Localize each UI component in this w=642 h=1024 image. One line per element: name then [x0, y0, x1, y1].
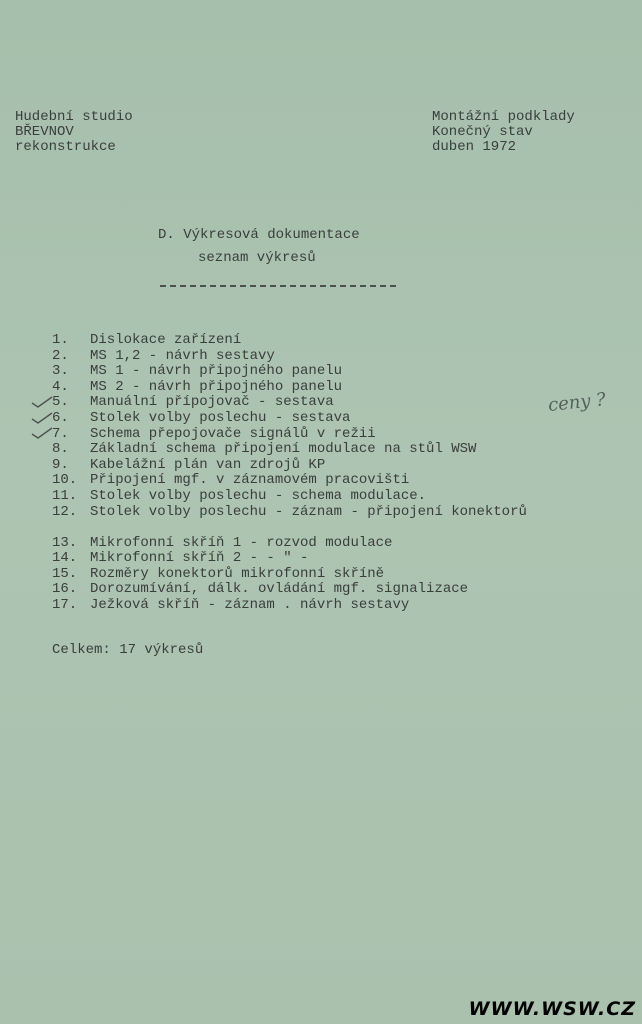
- list-item: [52, 349, 612, 365]
- item-text: Dorozumívání, dálk. ovládání mgf. signalizace: [90, 581, 469, 598]
- list-item: [52, 505, 612, 536]
- header-right-line-2: Konečný stav: [432, 124, 533, 140]
- item-number: 4.: [52, 378, 69, 395]
- item-number: 14.: [52, 550, 78, 567]
- list-item: [52, 380, 612, 396]
- list-item: [52, 536, 612, 552]
- header-left-line-1: Hudební studio: [15, 109, 133, 125]
- drawing-list: [52, 333, 612, 614]
- list-item: [52, 458, 612, 474]
- list-item: [52, 395, 612, 411]
- item-text: Základní schema připojení modulace na stůl WSW: [90, 441, 477, 458]
- header-left-line-2: BŘEVNOV: [15, 124, 74, 140]
- item-text: Stolek volby poslechu - sestava: [90, 409, 351, 426]
- item-number: 13.: [52, 534, 78, 551]
- item-text: MS 1 - návrh připojného panelu: [90, 363, 343, 380]
- section-subtitle: seznam výkresů: [198, 250, 316, 266]
- item-number: 7.: [52, 425, 69, 442]
- item-text: Schema přepojovače signálů v režii: [90, 425, 376, 442]
- list-item: [52, 442, 612, 458]
- item-text: MS 2 - návrh připojného panelu: [90, 378, 343, 395]
- header-left: [15, 110, 133, 155]
- divider-rule: [160, 285, 396, 287]
- list-item: [52, 427, 612, 443]
- item-number: 5.: [52, 394, 69, 411]
- item-text: Manuální přípojovač - sestava: [90, 394, 334, 411]
- list-item: [52, 473, 612, 489]
- item-text: Mikrofonní skříň 2 - - " -: [90, 550, 309, 567]
- item-text: Stolek volby poslechu - schema modulace.: [90, 487, 427, 504]
- list-item: [52, 333, 612, 349]
- item-text: MS 1,2 - návrh sestavy: [90, 347, 275, 364]
- item-text: Stolek volby poslechu - záznam - připojení konektorů: [90, 503, 527, 520]
- item-number: 3.: [52, 363, 69, 380]
- header-right-line-1: Montážní podklady: [432, 109, 575, 125]
- list-item: [52, 582, 612, 598]
- list-item: [52, 551, 612, 567]
- item-number: 17.: [52, 596, 78, 613]
- watermark-url: WWW.WSW.CZ: [468, 998, 636, 1020]
- item-text: Dislokace zařízení: [90, 332, 242, 348]
- item-number: 6.: [52, 409, 69, 426]
- checkmark-icon: [30, 395, 54, 409]
- item-number: 1.: [52, 332, 69, 348]
- list-item: [52, 364, 612, 380]
- handwritten-note: ceny ?: [547, 389, 607, 416]
- item-number: 10.: [52, 472, 78, 489]
- list-item: [52, 411, 612, 427]
- list-item: [52, 567, 612, 583]
- checkmark-icon: [30, 426, 54, 440]
- item-number: 12.: [52, 503, 78, 520]
- item-number: 9.: [52, 456, 69, 473]
- item-text: Ježková skříň - záznam . návrh sestavy: [90, 596, 410, 613]
- list-item: [52, 598, 612, 614]
- item-text: Rozměry konektorů mikrofonní skříně: [90, 565, 385, 582]
- item-number: 16.: [52, 581, 78, 598]
- item-number: 15.: [52, 565, 78, 582]
- header-right-line-3: duben 1972: [432, 139, 517, 155]
- item-text: Kabelážní plán van zdrojů KP: [90, 456, 326, 473]
- total-count: Celkem: 17 výkresů: [52, 642, 204, 658]
- header-left-line-3: rekonstrukce: [15, 139, 116, 155]
- section-title: D. Výkresová dokumentace: [158, 227, 360, 243]
- item-number: 2.: [52, 347, 69, 364]
- item-number: 11.: [52, 487, 78, 504]
- header-right: [432, 110, 575, 155]
- item-number: 8.: [52, 441, 69, 458]
- item-text: Mikrofonní skříň 1 - rozvod modulace: [90, 534, 393, 551]
- item-text: Připojení mgf. v záznamovém pracovišti: [90, 472, 410, 489]
- list-item: [52, 489, 612, 505]
- checkmark-icon: [30, 411, 54, 425]
